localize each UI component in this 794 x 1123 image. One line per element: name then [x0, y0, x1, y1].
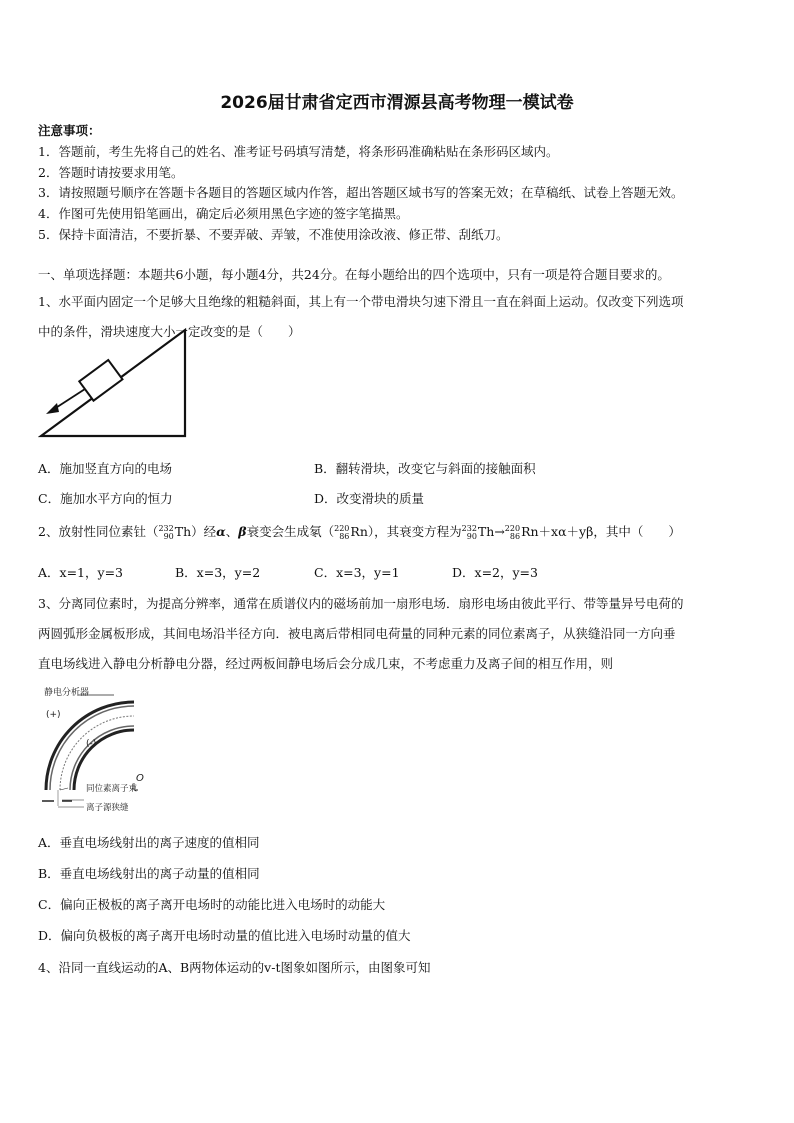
electrostatic-analyzer-figure	[38, 683, 158, 815]
negative-plate	[74, 730, 134, 790]
q3-option-a: A．垂直电场线射出的离子速度的值相同	[38, 835, 260, 850]
minus-label: (-)	[86, 739, 97, 749]
rn-symbol: Rn	[350, 524, 368, 539]
q3-stem-line1: 3、分离同位素时，为提高分辨率，通常在质谱仪内的磁场前加一扇形电场．扇形电场由彼此平行、带等量异号电荷的	[38, 596, 684, 611]
note-item-1: 1．答题前，考生先将自己的姓名、准考证号码填写清楚，将条形码准确粘贴在条形码区域内。	[38, 144, 559, 159]
eq-th-numbers: 232 90	[461, 523, 477, 541]
q2-prefix: 2、放射性同位素钍（	[38, 524, 159, 539]
q1-option-b: B．翻转滑块，改变它与斜面的接触面积	[314, 461, 536, 476]
note-item-5: 5．保持卡面清洁，不要折暴、不要弄破、弄皱，不准使用涂改液、修正带、刮纸刀。	[38, 227, 509, 242]
slit-label: 离子源狭缝	[86, 803, 129, 813]
incline-figure	[38, 327, 188, 439]
q2-option-c: C．x=3，y=1	[314, 565, 400, 580]
q2-option-b: B．x=3，y=2	[175, 565, 261, 580]
th-nuclide-numbers: 232 90	[158, 523, 174, 541]
page-title: 2026届甘肃省定西市渭源县高考物理一模试卷	[220, 93, 574, 113]
q1-stem-line1: 1、水平面内固定一个足够大且绝缘的粗糙斜面，其上有一个带电滑块匀速下滑且一直在斜面上运动。仅改变下列选项	[38, 294, 684, 309]
notes-heading: 注意事项：	[38, 123, 101, 138]
eq-rn-numbers: 220 86	[504, 523, 521, 541]
q3-option-b: B．垂直电场线射出的离子动量的值相同	[38, 866, 260, 881]
q2-option-a: A．x=1，y=3	[38, 565, 123, 580]
q1-option-c: C．施加水平方向的恒力	[38, 491, 173, 506]
q3-stem-line2: 两圆弧形金属板形成，其间电场沿半径方向．被电离后带相同电荷量的同种元素的同位素离子，从狭缝沿同一方向垂	[38, 626, 676, 641]
note-item-2: 2．答题时请按要求用笔。	[38, 165, 184, 180]
q1-option-d: D．改变滑块的质量	[314, 491, 425, 506]
section-heading: 一、单项选择题：本题共6小题，每小题4分，共24分。在每小题给出的四个选项中，只有一项是符合题目要求的。	[38, 267, 670, 282]
th-symbol: Th	[174, 524, 192, 539]
note-item-4: 4．作图可先使用铅笔画出，确定后必须用黑色字迹的签字笔描黑。	[38, 206, 409, 221]
note-item-3: 3．请按照题号顺序在答题卡各题目的答题区域内作答，超出答题区域书写的答案无效；在草稿纸、试卷上答题无效。	[38, 185, 684, 200]
q2-stem: 2、放射性同位素钍（ 232 90 Th）经α、β衰变会生成氡（ 220 86 Rn），其衰变方程为 232 90 Th→ 220 86 Rn＋xα＋yβ，其中（ ）	[38, 523, 681, 541]
slider-block	[79, 360, 122, 401]
q1-option-a: A．施加竖直方向的电场	[38, 461, 173, 476]
rn-nuclide-numbers: 220 86	[334, 523, 350, 541]
q1-stem-line2: 中的条件，滑块速度大小一定改变的是（ ）	[38, 324, 301, 339]
center-o-label: O	[136, 773, 144, 784]
q4-stem-line1: 4、沿同一直线运动的A、B两物体运动的v-t图象如图所示，由图象可知	[38, 960, 431, 975]
q3-option-d: D．偏向负极板的离子离开电场时动量的值比进入电场时动量的值大	[38, 928, 411, 943]
q2-tail: ＋xα＋yβ，其中（ ）	[538, 524, 681, 539]
q3-stem-line3: 直电场线进入静电分析静电分器，经过两板间静电场后会分成几束，不考虑重力及离子间的相互作用，则	[38, 656, 614, 671]
plus-label: (+)	[46, 710, 61, 720]
q2-option-d: D．x=2，y=3	[452, 565, 538, 580]
beam-label: 同位素离子束	[86, 784, 138, 794]
motion-arrow-head	[46, 403, 59, 414]
analyzer-label: 静电分析器	[44, 688, 90, 698]
q3-option-c: C．偏向正极板的离子离开电场时的动能比进入电场时的动能大	[38, 897, 386, 912]
eq-arrow: →	[494, 524, 505, 539]
